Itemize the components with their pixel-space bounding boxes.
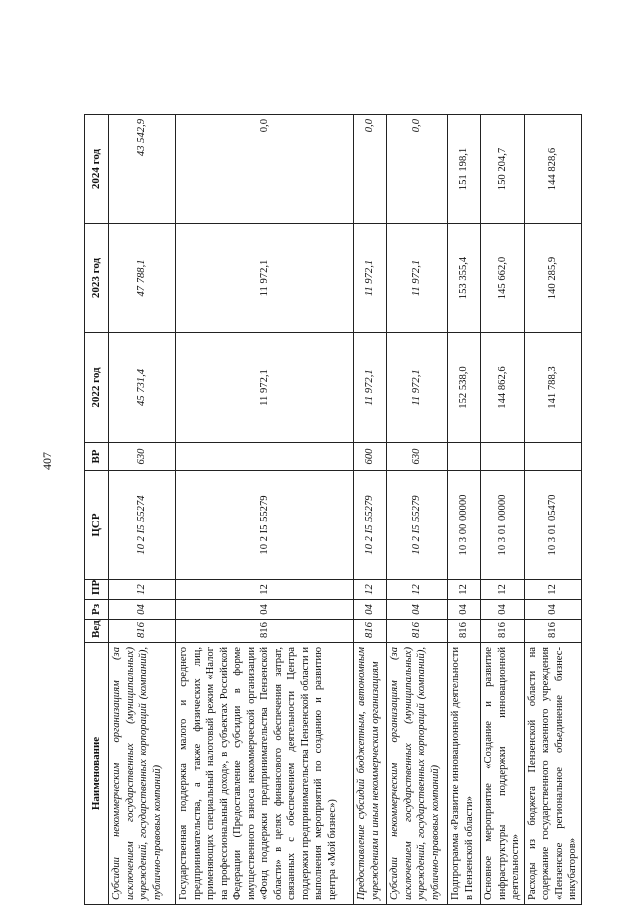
budget-table [84,114,582,905]
row-name: Предоставление субсидий бюджетным, автономным учреждениям и иным некоммерческим организациям [354,643,387,905]
header-ved: Вед [85,620,109,643]
row-2022: 141 788,3 [524,333,581,443]
table-row [109,115,176,905]
row-pr: 12 [109,580,176,600]
row-name: Подпрограмма «Развитие инновационной деятельности в Пензенской области» [448,643,481,905]
row-csr: 10 3 01 05470 [524,471,581,580]
rotated-table-container [84,115,579,905]
page-number: 407 [40,452,54,470]
row-vr: 630 [109,443,176,471]
row-pr: 12 [176,580,354,600]
table-row [524,115,581,905]
header-rz: Рз [85,600,109,620]
row-ved: 816 [176,620,354,643]
row-name: Расходы из бюджета Пензенской области на содержание государственного казенного учреждения «Пензенское региональное объединение бизнес-инкубаторов» [524,643,581,905]
row-2024: 0,0 [387,115,448,224]
row-pr: 12 [448,580,481,600]
row-pr: 12 [387,580,448,600]
row-rz: 04 [448,600,481,620]
row-2023: 153 355,4 [448,224,481,333]
row-ved: 816 [354,620,387,643]
header-2023: 2023 год [85,224,109,333]
row-csr: 10 3 01 00000 [481,471,525,580]
header-pr: ПР [85,580,109,600]
row-2023: 11 972,1 [176,224,354,333]
row-name: Субсидии некоммерческим организациям (за исключением государственных (муниципальных) учреждений, государственных корпораций (компаний), публично-правовых компаний) [387,643,448,905]
row-name: Государственная поддержка малого и среднего предпринимательства, а также физических лиц, применяющих специальный налоговый режим «Налог на профессиональный доход», в субъектах Российской Федерации (Предоставление субсидии в форме имущественного взноса некоммерческой организации «Фонд поддержки предпринимательства Пензенской области» в целях финансового обеспечения затрат, связанных с обеспечением деятельности Центра поддержки предпринимательства Пензенской области и выполнения мероприятий по созданию и развитию центра «Мой бизнес») [176,643,354,905]
header-csr: ЦСР [85,471,109,580]
row-csr: 10 2 I5 55279 [387,471,448,580]
table-row [176,115,354,905]
row-pr: 12 [481,580,525,600]
row-rz: 04 [524,600,581,620]
row-2024: 0,0 [354,115,387,224]
row-2023: 140 285,9 [524,224,581,333]
row-pr: 12 [524,580,581,600]
row-pr: 12 [354,580,387,600]
row-ved: 816 [448,620,481,643]
row-2024: 150 204,7 [481,115,525,224]
row-csr: 10 2 I5 55279 [176,471,354,580]
row-ved: 816 [524,620,581,643]
row-name: Субсидии некоммерческим организациям (за исключением государственных (муниципальных) учреждений, государственных корпораций (компаний), публично-правовых компаний) [109,643,176,905]
table-row [448,115,481,905]
row-ved: 816 [481,620,525,643]
row-name: Основное мероприятие «Создание и развитие инфраструктуры поддержки инновационной деятельности» [481,643,525,905]
row-2022: 11 972,1 [387,333,448,443]
row-2024: 151 198,1 [448,115,481,224]
table-row [387,115,448,905]
table-row [354,115,387,905]
row-2023: 11 972,1 [387,224,448,333]
row-rz: 04 [481,600,525,620]
header-vr: ВР [85,443,109,471]
header-2022: 2022 год [85,333,109,443]
row-vr: 630 [387,443,448,471]
row-ved: 816 [109,620,176,643]
row-vr [448,443,481,471]
row-vr [481,443,525,471]
row-2023: 145 662,0 [481,224,525,333]
table-header-row [85,115,109,905]
row-csr: 10 2 I5 55274 [109,471,176,580]
row-2024: 0,0 [176,115,354,224]
row-vr [176,443,354,471]
row-rz: 04 [354,600,387,620]
row-rz: 04 [109,600,176,620]
row-vr: 600 [354,443,387,471]
row-2024: 144 828,6 [524,115,581,224]
row-vr [524,443,581,471]
row-2022: 11 972,1 [354,333,387,443]
row-ved: 816 [387,620,448,643]
row-2022: 45 731,4 [109,333,176,443]
row-2022: 11 972,1 [176,333,354,443]
row-2024: 43 542,9 [109,115,176,224]
header-2024: 2024 год [85,115,109,224]
row-csr: 10 2 I5 55279 [354,471,387,580]
table-row [481,115,525,905]
row-2022: 144 862,6 [481,333,525,443]
row-rz: 04 [387,600,448,620]
row-2022: 152 538,0 [448,333,481,443]
header-name: Наименование [85,643,109,905]
row-csr: 10 3 00 00000 [448,471,481,580]
row-2023: 11 972,1 [354,224,387,333]
row-rz: 04 [176,600,354,620]
row-2023: 47 788,1 [109,224,176,333]
